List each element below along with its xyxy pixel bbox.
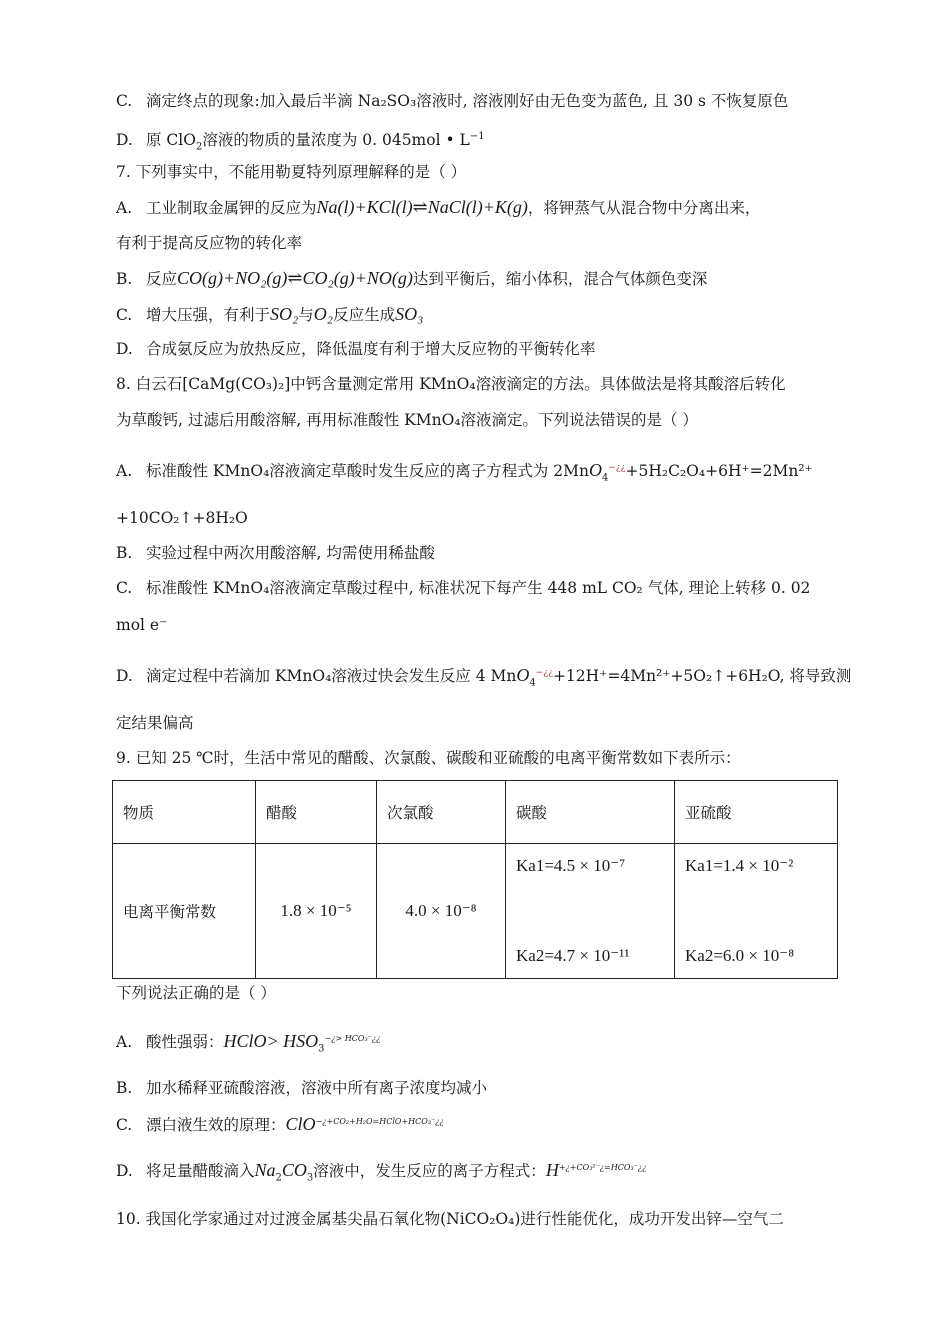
sulfurous-ka1: Ka1=1.4 × 10⁻²: [685, 856, 794, 875]
superscript: −1: [469, 131, 485, 142]
option-text: 与: [298, 306, 314, 324]
option-letter: A.: [116, 1033, 133, 1052]
q6-option-c: [116, 90, 788, 112]
garbled-superscript: −¿> HCO₃⁻¿¿: [324, 1034, 381, 1043]
subscript: 2: [195, 141, 203, 153]
option-text: +5H₂C₂O₄+6H⁺=2Mn²⁺: [625, 462, 813, 481]
option-text: 实验过程中两次用酸溶解, 均需使用稀盐酸: [146, 544, 435, 562]
formula: Na: [254, 1160, 276, 1181]
option-letter: C.: [116, 306, 133, 324]
formula: ClO: [285, 1114, 316, 1135]
dissociation-constant-table: [112, 780, 838, 979]
option-text: 反应: [146, 270, 178, 288]
table-header-cell: 物质: [113, 781, 256, 844]
option-text: 合成氨反应为放热反应，降低温度有利于增大反应物的平衡转化率: [146, 340, 596, 358]
subscript: 2: [275, 1172, 282, 1184]
option-letter: B.: [116, 270, 133, 288]
sulfurous-acid-constants: [675, 844, 838, 979]
garbled-superscript: −¿+CO₂+H₂O=HClO+HCO₃⁻¿¿: [315, 1117, 444, 1126]
option-text: 溶液的物质的量浓度为 0. 045mol • L: [202, 131, 470, 150]
q7-option-a-cont: 有利于提高反应物的转化率: [116, 234, 303, 252]
formula: Na(l)+KCl(l)⇌NaCl(l)+K(g): [316, 197, 528, 217]
hypochlorous-acid-constant: 4.0 × 10⁻⁸: [377, 844, 506, 979]
formula: HClO> HSO: [223, 1031, 319, 1052]
option-text: 将足量醋酸滴入: [146, 1162, 255, 1181]
option-text: 滴定过程中若滴加 KMnO₄溶液过快会发生反应 4 Mn: [146, 667, 517, 686]
option-text: 溶液中，发生反应的离子方程式：: [313, 1162, 546, 1181]
q9-option-c: [116, 1111, 444, 1136]
garbled-superscript: −¿¿: [535, 668, 553, 678]
table-header-cell: 次氯酸: [377, 781, 506, 844]
formula: SO₃: [395, 304, 424, 324]
option-text: 标准酸性 KMnO₄溶液滴定草酸过程中, 标准状况下每产生 448 mL CO₂ 气体, 理论上转移 0. 02: [146, 579, 811, 597]
option-text: 滴定终点的现象:加入最后半滴 Na₂SO₃溶液时, 溶液刚好由无色变为蓝色, 且 30 s 不恢复原色: [146, 92, 789, 110]
q8-stem-line1: 8. 白云石[CaMg(CO₃)₂]中钙含量测定常用 KMnO₄溶液滴定的方法。具体做法是将其酸溶后转化: [116, 375, 786, 393]
option-text: 酸性强弱：: [146, 1033, 224, 1052]
option-letter: C.: [116, 579, 133, 597]
option-text: +12H⁺=4Mn²⁺+5O₂↑+6H₂O, 将导致测: [552, 667, 852, 686]
q6-option-d: [116, 126, 485, 158]
q7-option-b: [116, 267, 707, 290]
q8-option-a: [116, 457, 813, 489]
formula: O: [588, 460, 602, 481]
q9-option-d: [116, 1157, 646, 1189]
q7-option-d: [116, 338, 596, 360]
option-letter: D.: [116, 667, 133, 686]
row-label: 电离平衡常数: [113, 844, 256, 979]
q8-option-b: [116, 542, 435, 564]
q9-option-b: [116, 1077, 487, 1099]
option-letter: C.: [116, 1116, 133, 1135]
option-text: 漂白液生效的原理：: [146, 1116, 286, 1135]
subscript: 4: [601, 472, 609, 484]
formula: SO₂: [270, 304, 299, 324]
option-text: 标准酸性 KMnO₄溶液滴定草酸时发生反应的离子方程式为 2Mn: [146, 462, 589, 481]
q8-stem-line2: 为草酸钙, 过滤后用酸溶解, 再用标准酸性 KMnO₄溶液滴定。下列说法错误的是（ ）: [116, 411, 698, 429]
option-letter: D.: [116, 1162, 133, 1181]
q9-stem: 9. 已知 25 ℃时，生活中常见的醋酸、次氯酸、碳酸和亚硫酸的电离平衡常数如下表所示：: [116, 749, 741, 767]
carbonic-ka1: Ka1=4.5 × 10⁻⁷: [516, 856, 626, 875]
q8-option-a-cont: +10CO₂↑+8H₂O: [116, 509, 248, 527]
table-header-cell: 醋酸: [256, 781, 377, 844]
q8-option-c-cont: mol e⁻: [116, 616, 168, 634]
formula: H: [545, 1160, 559, 1181]
formula: O: [516, 665, 530, 686]
option-letter: D.: [116, 131, 133, 150]
option-text: ，将钾蒸气从混合物中分离出来，: [527, 199, 761, 217]
table-header-row: [113, 781, 838, 844]
garbled-superscript: −¿¿: [608, 463, 626, 473]
option-text: 增大压强，有利于: [146, 306, 271, 324]
option-letter: A.: [116, 462, 133, 481]
option-letter: D.: [116, 340, 133, 358]
subscript: 4: [529, 677, 536, 689]
option-text: 达到平衡后，缩小体积，混合气体颜色变深: [412, 270, 708, 288]
formula: CO: [281, 1160, 307, 1181]
carbonic-acid-constants: [506, 844, 675, 979]
q7-option-a: [116, 196, 760, 219]
q7-option-c: [116, 303, 423, 326]
q8-option-d: [116, 662, 851, 694]
carbonic-ka2: Ka2=4.7 × 10⁻¹¹: [516, 946, 630, 965]
option-letter: C.: [116, 92, 133, 110]
q10-stem: 10. 我国化学家通过对过渡金属基尖晶石氧化物(NiCO₂O₄)进行性能优化，成功开发出锌—空气二: [116, 1210, 784, 1228]
table-row: [113, 844, 838, 979]
option-text: 原 ClO: [146, 131, 196, 150]
q8-option-c: [116, 577, 810, 599]
q8-option-d-cont: 定结果偏高: [116, 714, 194, 732]
option-letter: A.: [116, 199, 133, 217]
option-letter: B.: [116, 544, 133, 562]
q7-stem: 7. 下列事实中，不能用勒夏特列原理解释的是（ ）: [116, 163, 467, 181]
formula: O₂: [313, 304, 334, 324]
garbled-superscript: +¿+CO₃²⁻¿=HCO₃⁻¿¿: [558, 1163, 647, 1172]
formula: CO(g)+NO₂(g)⇌CO₂(g)+NO(g): [177, 268, 413, 288]
option-text: 工业制取金属钾的反应为: [146, 199, 317, 217]
q9-option-a: [116, 1028, 380, 1060]
subscript: 3: [306, 1172, 314, 1184]
table-header-cell: 碳酸: [506, 781, 675, 844]
table-header-cell: 亚硫酸: [675, 781, 838, 844]
q9-after-table: 下列说法正确的是（ ）: [116, 984, 276, 1002]
acetic-acid-constant: 1.8 × 10⁻⁵: [256, 844, 377, 979]
subscript: 3: [318, 1043, 325, 1055]
option-letter: B.: [116, 1079, 133, 1097]
sulfurous-ka2: Ka2=6.0 × 10⁻⁸: [685, 946, 795, 965]
option-text: 反应生成: [333, 306, 396, 324]
option-text: 加水稀释亚硫酸溶液，溶液中所有离子浓度均减小: [146, 1079, 488, 1097]
